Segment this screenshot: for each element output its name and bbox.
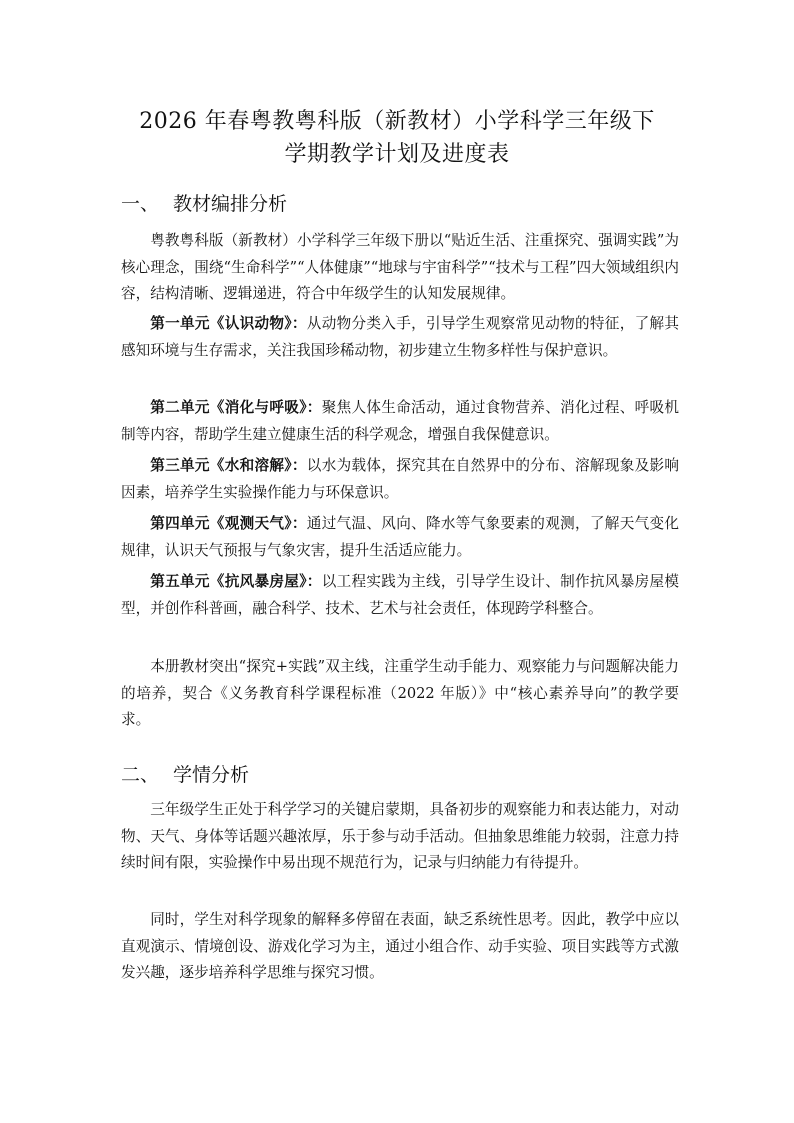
unit-text: 以工程实践为主线，引导学生设计、制作抗风暴房屋模型，并创作科普画，融合科学、技术、艺术与社会责任，体现跨学科整合。 (121, 573, 679, 617)
paragraph-summary: 本册教材突出“探究+实践”双主线，注重学生动手能力、观察能力与问题解决能力的培养，契合《义务教育科学课程标准（2022 年版）》中“核心素养导向”的教学要求。 (121, 658, 679, 728)
unit-text: 聚焦人体生命活动，通过食物营养、消化过程、呼吸机制等内容，帮助学生建立健康生活的科学观念，增强自我保健意识。 (121, 399, 679, 443)
section-number: 二、 (121, 764, 160, 786)
section-heading-materials (121, 189, 287, 216)
document-title-line-1: 2026 年春粤教粤科版（新教材）小学科学三年级下 (139, 109, 655, 134)
section-title: 教材编排分析 (173, 193, 288, 215)
section-title: 学情分析 (173, 764, 250, 786)
paragraph-students-2: 同时，学生对科学现象的解释多停留在表面，缺乏系统性思考。因此，教学中应以直观演示、情境创设、游戏化学习为主，通过小组合作、动手实验、项目实践等方式激发兴趣，逐步培养科学思维与探究习惯。 (121, 911, 679, 981)
paragraph-unit-5 (121, 569, 679, 622)
paragraph-students-1: 三年级学生正处于科学学习的关键启蒙期，具备初步的观察能力和表达能力，对动物、天气、身体等话题兴趣浓厚，乐于参与动手活动。但抽象思维能力较弱，注意力持续时间有限，实验操作中易出现不规范行为，记录与归纳能力有待提升。 (121, 801, 679, 871)
section-number: 一、 (121, 193, 160, 215)
section-heading-students (121, 760, 249, 787)
unit-label: 第一单元《认识动物》： (150, 315, 307, 332)
document-title-line-2: 学期教学计划及进度表 (284, 142, 510, 167)
unit-label: 第四单元《观测天气》： (150, 515, 307, 532)
unit-text: 从动物分类入手，引导学生观察常见动物的特征，了解其感知环境与生存需求，关注我国珍稀动物，初步建立生物多样性与保护意识。 (121, 315, 679, 359)
paragraph-unit-4 (121, 511, 679, 564)
paragraph-unit-2 (121, 395, 679, 448)
unit-label: 第二单元《消化与呼吸》： (150, 399, 322, 416)
unit-text: 以水为载体，探究其在自然界中的分布、溶解现象及影响因素，培养学生实验操作能力与环保意识。 (121, 457, 679, 501)
paragraph-unit-1 (121, 311, 679, 364)
paragraph-intro: 粤教粤科版（新教材）小学科学三年级下册以“贴近生活、注重探究、强调实践”为核心理念，围绕“生命科学”“人体健康”“地球与宇宙科学”“技术与工程”四大领域组织内容，结构清晰、逻辑递进，符合中年级学生的认知发展规律。 (121, 232, 679, 302)
unit-text: 通过气温、风向、降水等气象要素的观测，了解天气变化规律，认识天气预报与气象灾害，提升生活适应能力。 (121, 515, 679, 559)
unit-label: 第五单元《抗风暴房屋》： (150, 573, 322, 590)
paragraph-unit-3 (121, 453, 679, 506)
unit-label: 第三单元《水和溶解》： (150, 457, 307, 474)
